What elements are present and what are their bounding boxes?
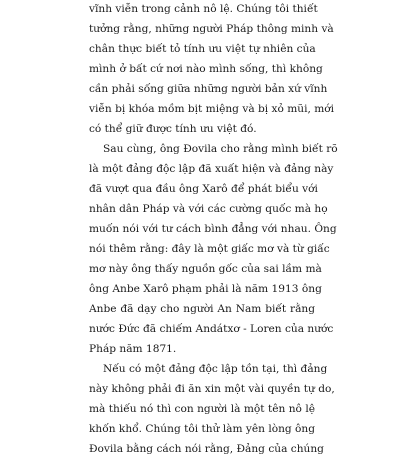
text-line: Pháp năm 1871. — [89, 343, 177, 355]
text-line: vĩnh viễn trong cảnh nô lệ. Chúng tôi thiết — [89, 3, 318, 15]
text-line: khốn khổ. Chúng tôi thử làm yên lòng ông — [89, 423, 316, 435]
text-line: nước Đức đã chiếm Andátxơ - Loren của nước — [89, 323, 334, 335]
text-line: nhân dân Pháp và với các cường quốc mà họ — [89, 203, 328, 215]
text-line: đã vượt qua đầu ông Xarô để phát biểu với — [89, 183, 318, 195]
text-line: Đovila bằng cách nói rằng, Đảng của chúng — [89, 443, 324, 455]
text-line: ông Anbe Xarô phạm phải là năm 1913 ông — [89, 283, 322, 295]
text-line: mình ở bất cứ nơi nào mình sống, thì không — [89, 63, 323, 75]
text-line: nói thêm rằng: đây là một giấc mơ và từ giấc — [89, 243, 330, 255]
text-line: này không phải đi ăn xin một vài quyền tự do, — [89, 383, 335, 395]
paragraph-first-line: Nếu có một đảng độc lập tồn tại, thì đảng — [103, 363, 328, 375]
text-line: là một đảng độc lập đã xuất hiện và đảng này — [89, 163, 334, 175]
text-line: chân thực biết tỏ tính ưu việt tự nhiên của — [89, 43, 316, 55]
text-line: mơ này ông thấy nguồn gốc của sai lầm mà — [89, 263, 322, 275]
text-line: có thể giữ được tính ưu việt đó. — [89, 123, 257, 135]
text-line: mà thiếu nó thì con người là một tên nô lệ — [89, 403, 315, 415]
text-line: tưởng rằng, những người Pháp thông minh và — [89, 23, 334, 35]
text-line: Anbe đã dạy cho người An Nam biết rằng — [89, 303, 315, 315]
text-line: muốn nói với tư cách bình đẳng với nhau. Ông — [89, 223, 337, 235]
text-line: cần phải sống giữa những người bản xứ vĩnh — [89, 83, 328, 95]
paragraph-first-line: Sau cùng, ông Đovila cho rằng mình biết rõ — [103, 143, 338, 155]
text-line: viễn bị khóa mồm bịt miệng và bị xỏ mũi, mới — [89, 103, 335, 115]
